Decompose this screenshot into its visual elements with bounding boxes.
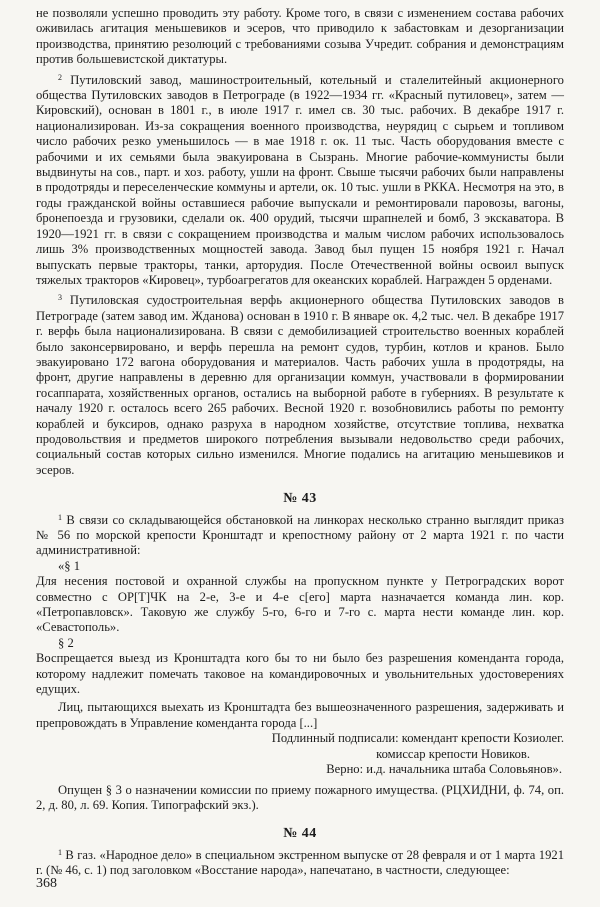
footnote-3 [36, 293, 564, 478]
footnote-text: Путиловский завод, машиностроительный, котельный и сталелитейный акционерного общества Путиловских заводов в Петрограде (в 1922—1934 гг. «Красный путиловец», затем — Кировский), основан в 1801 г., в июле 1917 г. имел св. 30 тыс. рабочих. В декабре 1917 г. национализирован. Из-за сокращения военного производства, неурядиц с сырьем и топливом число рабочих резко уменьшилось — в мае 1918 г. ок. 11 тыс. Часть оборудования вместе с рабочими и их семьями была эвакуирована в Сызрань. Многие рабочие-коммунисты были выдвинуты на сов., парт. и хоз. работу, ушли на фронт. Свыше тысячи рабочих были направлены в продотряды и переселенческие коммуны и артели, ок. 10 тыс. ушли в РККА. Несмотря на это, в годы гражданской войны оставшиеся рабочие выпускали и ремонтировали паровозы, вагоны, бронепоезда и грузовики, сделали ок. 400 орудий, тысячи шрапнелей и бомб, 3 экскаватора. В 1920—1921 гг. в связи с сокращением производства и малым числом рабочих использовалось лишь 3% производственных мощностей завода. Завод был пущен 15 ноября 1921 г. Начал выпускать первые тракторы, танки, арторудия. После Отечественной войны освоил выпуск тяжелых тракторов «Кировец», турбоагрегатов для океанских кораблей. Награжден 5 орденами. [36, 72, 564, 287]
footnote-mark: 1 [58, 512, 62, 522]
lead-text: В связи со складывающейся обстановкой на линкорах несколько странно выглядит приказ № 56 по морской крепости Кронштадт и крепостному району от 2 марта 1921 г. по части административной: [36, 512, 564, 558]
archive-reference: Опущен § 3 о назначении комиссии по приему пожарного имущества. (РЦХИДНИ, ф. 74, оп. 2, д. 80, л. 69. Копия. Типографский экз.). [36, 782, 564, 812]
signature-line-1: Подлинный подписали: комендант крепости Козиолег. [271, 731, 564, 746]
section-heading-44: № 44 [283, 826, 317, 842]
lead-text: В газ. «Народное дело» в специальном экстренном выпуске от 28 февраля и от 1 марта 1921 г. (№ 46, с. 1) под заголовком «Восстание народа», напечатано, в частности, следующее: [36, 847, 564, 878]
footnote-mark: 2 [58, 72, 62, 82]
paragraph-label-1: «§ 1 [58, 558, 81, 573]
section-44-lead [36, 848, 564, 879]
signature-line-3: Верно: и.д. начальника штаба Соловьянов». [326, 762, 562, 777]
signature-line-2: комиссар крепости Новиков. [376, 746, 530, 761]
page-number: 368 [36, 876, 57, 891]
paragraph-3-text: Лиц, пытающихся выехать из Кронштадта без вышеозначенного разрешения, задерживать и препровождать в Управление коменданта города [...] [36, 700, 564, 730]
footnote-2 [36, 73, 564, 289]
text-column [36, 6, 564, 879]
paragraph-label-2: § 2 [58, 635, 74, 650]
intro-paragraph: не позволяли успешно проводить эту работу. Кроме того, в связи с изменением состава рабочих оживилась агитация меньшевиков и эсеров, что приводило к забастовкам и дезорганизации производства, принятию резолюций с требованиями созыва Учредит. собрания и демонстрациям против большевистской диктатуры. [36, 6, 564, 67]
paragraph-1-text: Для несения постовой и охранной службы на пропускном пункте у Петроградских ворот совместно с ОР[Т]ЧК на 2-е, 3-е и 4-е с[его] марта назначается команда лин. кор. «Петропавловск». Таковую же службу 5-го, 6-го и 7-го с. марта нести команде лин. кор. «Севастополь». [36, 574, 564, 635]
paragraph-2-text: Воспрещается выезд из Кронштадта кого бы то ни было без разрешения коменданта города, которому надлежит помечать таковое на командировочных и увольнительных удостоверениях едущих. [36, 651, 564, 697]
footnote-text: Путиловская судостроительная верфь акционерного общества Путиловских заводов в Петрограде (затем завод им. Жданова) основан в 1910 г. В январе ок. 4,2 тыс. чел. В декабре 1917 г. верфь была национализирована. В связи с демобилизацией строительство военных кораблей было законсервировано, и верфь перешла на ремонт судов, турбин, котлов и кранов. Было эвакуировано 172 вагона оборудования и материалов. Часть рабочих ушла в продотряды, на фронт, другие направлены в деревню для организации коммун, участвовали в формировании госаппарата, хозяйственных органов, остались на выборной работе в губерниях. В результате к началу 1920 г. осталось всего 265 рабочих. Весной 1920 г. возобновились работы по ремонту кораблей и буксиров, однако разруха в народном хозяйстве, отсутствие топлива, нехватка продовольствия и предметов широкого потребления вызывали недовольство среди рабочих, социальный состав которых сильно изменился. Многие подались на агитацию меньшевиков и эсеров. [36, 293, 564, 477]
footnote-mark: 1 [58, 847, 62, 857]
section-43-lead [36, 513, 564, 559]
footnote-mark: 3 [58, 293, 62, 303]
section-heading-43: № 43 [283, 491, 317, 507]
